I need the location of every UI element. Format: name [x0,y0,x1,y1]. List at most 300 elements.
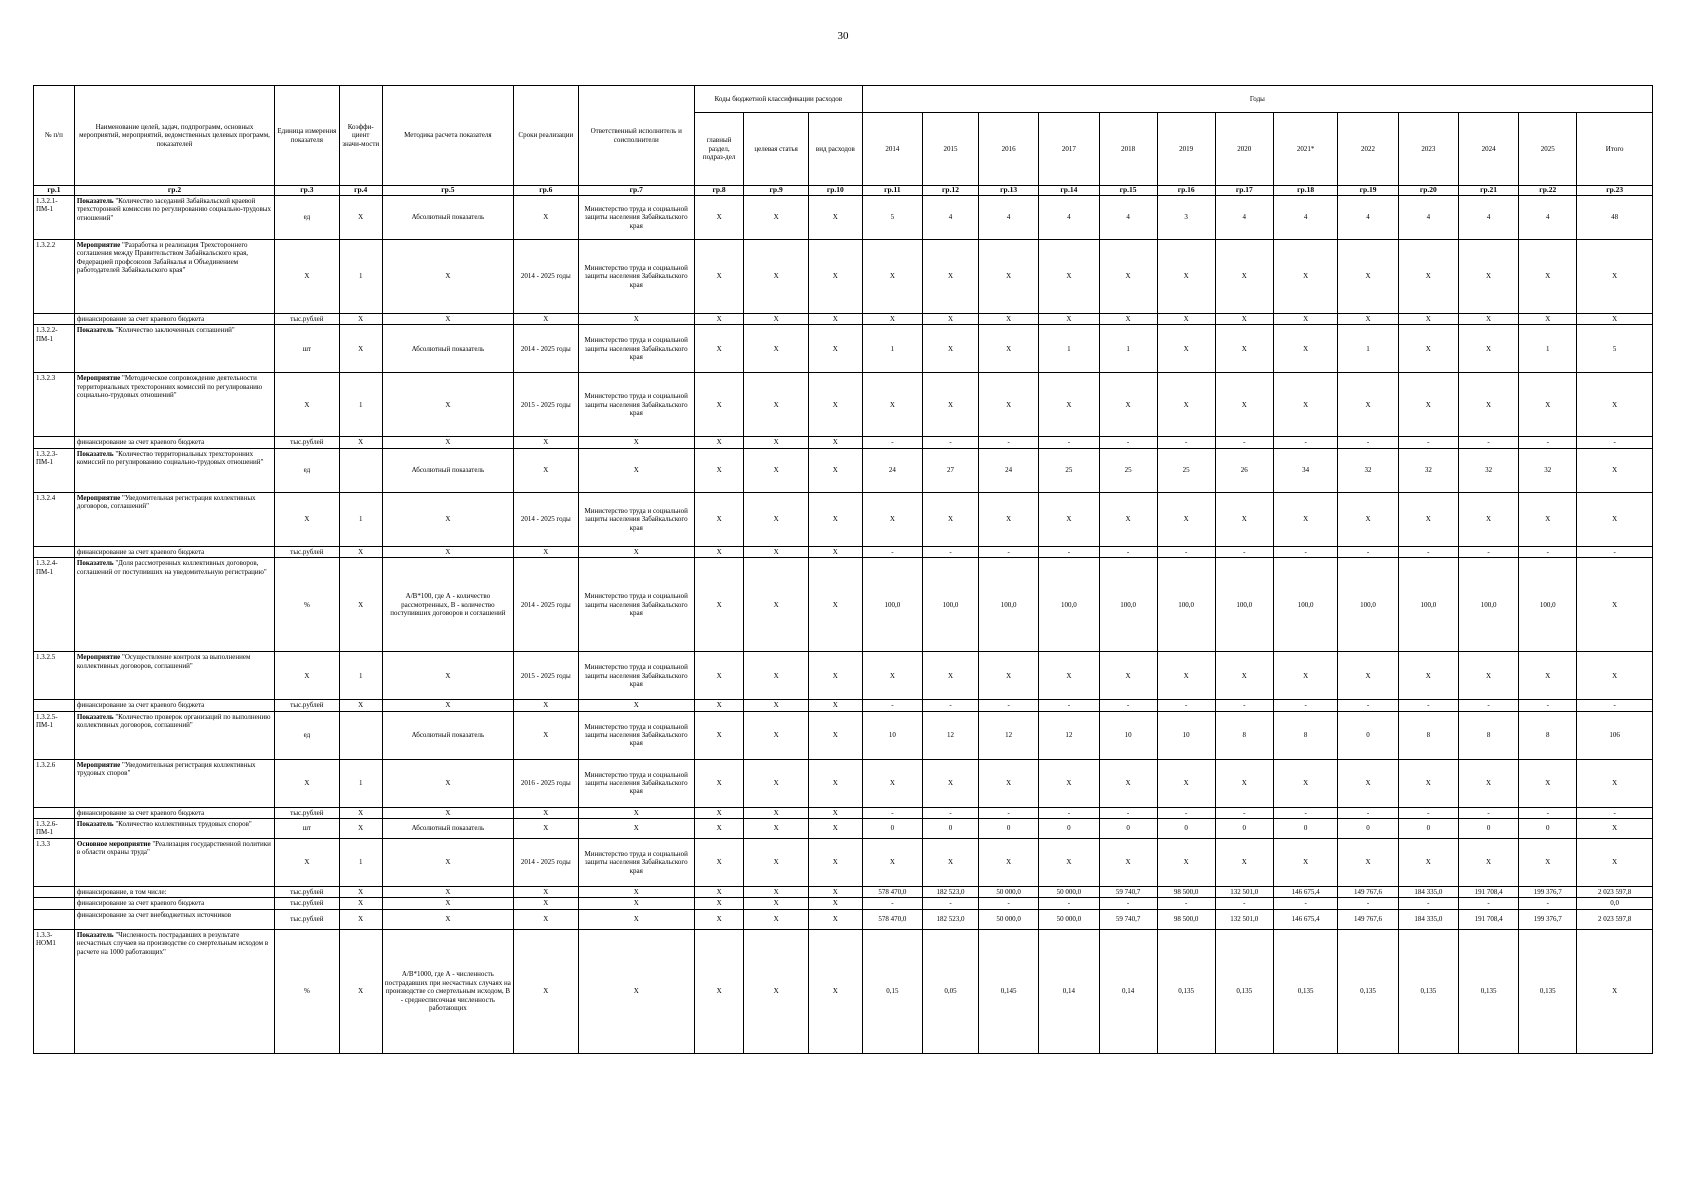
row-year-value: X [1338,240,1398,314]
row-executor: X [578,929,694,1053]
row-year-value: 34 [1273,448,1338,492]
row-budget-type: X [808,759,862,807]
row-year-value: - [978,437,1038,448]
row-number [34,898,75,909]
row-year-value: 10 [862,711,922,759]
row-year-value: X [1577,373,1653,437]
row-year-value: - [1157,807,1215,818]
row-name [74,240,274,314]
row-method: X [382,887,513,898]
row-year-value: 8 [1215,711,1273,759]
row-year-value: X [1273,492,1338,546]
row-name-keyword: Основное мероприятие [76,840,151,849]
group-label: гр.15 [1099,186,1157,196]
row-year-value: 0,135 [1519,929,1577,1053]
row-year-value: X [1519,652,1577,700]
group-label: гр.6 [514,186,579,196]
header-executor: Ответственный исполнитель и соисполнители [578,86,694,186]
row-year-value: - [1338,437,1398,448]
row-name-keyword: Мероприятие [76,653,121,662]
row-year-value: X [1273,373,1338,437]
row-year-value: X [1338,492,1398,546]
row-unit: тыс.рублей [275,909,340,929]
row-year-value: - [862,546,922,557]
row-name-text: "Осуществление контроля за выполнением коллективных договоров, соглашений" [76,653,251,670]
row-executor: X [578,448,694,492]
row-coef: 1 [339,652,382,700]
row-year-value: - [1215,546,1273,557]
row-year-value: X [1099,314,1157,325]
row-budget-type: X [808,839,862,887]
row-year-value: 0,135 [1273,929,1338,1053]
row-year-value: 0 [1039,819,1099,839]
row-coef: X [339,909,382,929]
row-year-value: X [1519,759,1577,807]
row-executor: Министерство труда и социальной защиты населения Забайкальского края [578,759,694,807]
row-year-value: X [1338,839,1398,887]
row-budget-type: X [808,807,862,818]
row-name-keyword: Показатель [76,326,114,335]
row-terms: 2015 - 2025 годы [514,652,579,700]
row-number: 1.3.2.2-ПМ-1 [34,325,75,373]
table-row [34,492,1653,546]
row-year-value: X [1273,759,1338,807]
row-year-value: X [923,314,979,325]
table-body [34,196,1653,1054]
row-budget-article: X [744,196,809,240]
row-year-value: 0,135 [1338,929,1398,1053]
row-year-value: 149 767,6 [1338,887,1398,898]
row-budget-type: X [808,546,862,557]
row-year-value: 25 [1099,448,1157,492]
row-unit: тыс.рублей [275,700,340,711]
row-year-value: X [862,759,922,807]
row-coef: X [339,898,382,909]
group-label: гр.1 [34,186,75,196]
row-year-value: 0,135 [1215,929,1273,1053]
row-year-value: - [862,898,922,909]
row-terms: 2014 - 2025 годы [514,492,579,546]
row-year-value: X [978,839,1038,887]
row-number: 1.3.2.5-ПМ-1 [34,711,75,759]
page-number: 30 [837,30,849,42]
row-coef: 1 [339,373,382,437]
row-year-value: X [1215,492,1273,546]
row-year-value: - [1099,700,1157,711]
row-name [74,711,274,759]
row-number: 1.3.3-НОМ1 [34,929,75,1053]
row-year-value: X [1338,373,1398,437]
row-year-value: 578 470,0 [862,887,922,898]
row-year-value: 100,0 [978,558,1038,652]
header-year: 2021* [1273,113,1338,186]
row-year-value: 24 [862,448,922,492]
row-year-value: X [1398,314,1458,325]
row-year-value: X [1099,839,1157,887]
row-year-value: - [1157,898,1215,909]
row-budget-section: X [694,196,744,240]
group-label: гр.20 [1398,186,1458,196]
row-unit: X [275,240,340,314]
row-year-value: X [862,314,922,325]
row-method: А/В*1000, где А - численность пострадавших при несчастных случаях на производстве со смертельным исходом, В - среднесписочная численность работающих [382,929,513,1053]
row-year-value: X [923,325,979,373]
row-coef: X [339,807,382,818]
row-number: 1.3.2.5 [34,652,75,700]
row-terms: 2015 - 2025 годы [514,373,579,437]
row-year-value: - [1215,807,1273,818]
row-year-value: X [1215,373,1273,437]
row-year-value: 0 [1338,711,1398,759]
row-year-value: X [1157,759,1215,807]
row-year-value: 8 [1398,711,1458,759]
row-year-value: 2 023 597,8 [1577,887,1653,898]
row-year-value: X [923,492,979,546]
row-year-value: 100,0 [1157,558,1215,652]
row-year-value: X [1577,448,1653,492]
row-year-value: 3 [1157,196,1215,240]
group-label: гр.2 [74,186,274,196]
group-label: гр.23 [1577,186,1653,196]
row-budget-article: X [744,700,809,711]
group-label: гр.18 [1273,186,1338,196]
row-unit: тыс.рублей [275,898,340,909]
row-year-value: X [1577,839,1653,887]
row-year-value: 12 [978,711,1038,759]
row-method: X [382,546,513,557]
header-coef: Коэффи-циент значи-мости [339,86,382,186]
row-year-value: - [978,546,1038,557]
table-row [34,887,1653,898]
row-terms: 2014 - 2025 годы [514,240,579,314]
row-year-value: 0 [862,819,922,839]
row-name [74,759,274,807]
row-unit: X [275,839,340,887]
row-year-value: 98 500,0 [1157,909,1215,929]
row-budget-section: X [694,839,744,887]
row-year-value: 184 335,0 [1398,887,1458,898]
group-label: гр.12 [923,186,979,196]
row-year-value: X [1398,839,1458,887]
row-year-value: X [1458,325,1518,373]
table-row [34,929,1653,1053]
row-budget-section: X [694,887,744,898]
row-year-value: 100,0 [923,558,979,652]
row-year-value: 50 000,0 [1039,909,1099,929]
row-year-value: X [1458,839,1518,887]
row-year-value: - [978,700,1038,711]
row-terms: 2016 - 2025 годы [514,759,579,807]
row-number: 1.3.2.3 [34,373,75,437]
row-budget-section: X [694,898,744,909]
row-name-keyword: Мероприятие [76,760,121,769]
row-name-text: "Количество коллективных трудовых споров" [113,820,252,829]
row-year-value: X [1099,492,1157,546]
row-year-value: 4 [1458,196,1518,240]
header-method: Методика расчета показателя [382,86,513,186]
row-budget-article: X [744,448,809,492]
row-year-value: 182 523,0 [923,887,979,898]
row-year-value: X [923,652,979,700]
row-name [74,492,274,546]
row-year-value: 146 675,4 [1273,887,1338,898]
row-executor: Министерство труда и социальной защиты населения Забайкальского края [578,492,694,546]
row-budget-section: X [694,437,744,448]
row-year-value: X [862,240,922,314]
row-year-value: X [1519,373,1577,437]
group-label: гр.22 [1519,186,1577,196]
header-budget-sub: целевая статья [744,113,809,186]
row-budget-type: X [808,558,862,652]
row-executor: X [578,807,694,818]
row-budget-article: X [744,929,809,1053]
row-year-value: 4 [978,196,1038,240]
group-label: гр.9 [744,186,809,196]
row-year-value: X [1215,325,1273,373]
row-year-value: 2 023 597,8 [1577,909,1653,929]
row-method: Абсолютный показатель [382,819,513,839]
group-labels-row [34,186,1653,196]
row-terms: X [514,819,579,839]
row-year-value: X [862,652,922,700]
row-year-value: 0 [923,819,979,839]
row-year-value: X [978,314,1038,325]
row-year-value: - [1519,546,1577,557]
group-label: гр.3 [275,186,340,196]
row-year-value: - [1338,898,1398,909]
row-year-value: - [1039,807,1099,818]
row-budget-article: X [744,759,809,807]
row-year-value: 0,14 [1099,929,1157,1053]
row-year-value: X [1458,314,1518,325]
group-label: гр.10 [808,186,862,196]
row-year-value: 50 000,0 [978,909,1038,929]
row-executor: Министерство труда и социальной защиты населения Забайкальского края [578,325,694,373]
row-executor: X [578,546,694,557]
row-year-value: 1 [1039,325,1099,373]
row-coef: X [339,196,382,240]
row-number: 1.3.3 [34,839,75,887]
row-name-text: "Численность пострадавших в результате несчастных случаев на производстве со смертельным исходом в расчете на 1000 работающих" [76,930,269,956]
row-coef: 1 [339,759,382,807]
row-executor: Министерство труда и социальной защиты населения Забайкальского края [578,196,694,240]
row-number [34,807,75,818]
row-name-text: "Методическое сопровождение деятельности территориальных трехсторонних комиссий по регулированию социально-трудовых отношений" [76,374,263,400]
row-year-value: 0,0 [1577,898,1653,909]
row-number [34,314,75,325]
row-year-value: - [1458,546,1518,557]
row-budget-type: X [808,819,862,839]
row-year-value: X [1157,492,1215,546]
row-year-value: X [1458,759,1518,807]
row-name-text: финансирование за счет краевого бюджета [76,899,205,908]
table-row [34,652,1653,700]
row-method: Абсолютный показатель [382,448,513,492]
row-year-value: - [923,437,979,448]
row-name-keyword: Показатель [76,712,114,721]
row-year-value: - [1519,807,1577,818]
row-year-value: - [1215,437,1273,448]
row-budget-type: X [808,196,862,240]
row-year-value: X [923,839,979,887]
row-year-value: 1 [1099,325,1157,373]
header-terms: Сроки реализации [514,86,579,186]
row-year-value: 27 [923,448,979,492]
row-executor: X [578,819,694,839]
header-year: 2022 [1338,113,1398,186]
row-year-value: X [1577,492,1653,546]
row-year-value: 199 376,7 [1519,909,1577,929]
row-budget-article: X [744,314,809,325]
row-year-value: 578 470,0 [862,909,922,929]
row-method: X [382,759,513,807]
row-name [74,325,274,373]
row-executor: X [578,887,694,898]
row-name-keyword: Мероприятие [76,374,121,383]
group-label: гр.16 [1157,186,1215,196]
row-year-value: X [1215,652,1273,700]
row-year-value: 191 708,4 [1458,887,1518,898]
row-year-value: - [978,898,1038,909]
row-year-value: - [1577,437,1653,448]
row-name-text: финансирование за счет краевого бюджета [76,547,205,556]
table-row [34,437,1653,448]
row-unit: X [275,373,340,437]
row-coef [339,448,382,492]
row-terms: X [514,909,579,929]
row-year-value: 100,0 [1273,558,1338,652]
row-year-value: X [1338,759,1398,807]
row-year-value: X [1458,240,1518,314]
row-year-value: 32 [1519,448,1577,492]
row-year-value: X [1273,240,1338,314]
row-year-value: X [1039,492,1099,546]
row-year-value: - [923,807,979,818]
row-year-value: 1 [1519,325,1577,373]
row-year-value: 4 [1398,196,1458,240]
row-year-value: X [1273,314,1338,325]
header-year: 2014 [862,113,922,186]
row-name-keyword: Показатель [76,820,114,829]
row-year-value: X [1338,314,1398,325]
row-name [74,546,274,557]
row-unit: шт [275,819,340,839]
row-year-value: X [1157,325,1215,373]
row-budget-type: X [808,448,862,492]
table-row [34,240,1653,314]
row-terms: X [514,898,579,909]
row-year-value: 191 708,4 [1458,909,1518,929]
row-name-text: "Реализация государственной политики в области охраны труда" [76,840,271,857]
row-coef: X [339,929,382,1053]
header-name: Наименование целей, задач, подпрограмм, основных мероприятий, мероприятий, ведомственных целевых программ, показателей [74,86,274,186]
row-year-value: 0 [1157,819,1215,839]
row-coef: 1 [339,839,382,887]
row-year-value: 146 675,4 [1273,909,1338,929]
row-year-value: 59 740,7 [1099,887,1157,898]
row-terms: X [514,929,579,1053]
row-method: Абсолютный показатель [382,711,513,759]
row-year-value: - [1215,700,1273,711]
row-coef [339,711,382,759]
row-number [34,546,75,557]
row-year-value: 0 [1215,819,1273,839]
row-budget-article: X [744,325,809,373]
row-name-text: "Количество заключенных соглашений" [113,326,235,335]
row-year-value: 100,0 [862,558,922,652]
row-year-value: 100,0 [1099,558,1157,652]
row-name-text: финансирование за счет краевого бюджета [76,701,205,710]
row-year-value: X [1577,759,1653,807]
row-year-value: 0 [1519,819,1577,839]
row-year-value: X [1577,652,1653,700]
header-budget-codes: Коды бюджетной классификации расходов [694,86,862,113]
header-year: 2017 [1039,113,1099,186]
row-year-value: - [862,437,922,448]
row-year-value: - [1099,807,1157,818]
row-name [74,819,274,839]
row-year-value: X [1099,240,1157,314]
row-year-value: 100,0 [1338,558,1398,652]
table-row [34,839,1653,887]
row-method: X [382,492,513,546]
row-year-value: 0,14 [1039,929,1099,1053]
header-years: Годы [862,86,1652,113]
row-year-value: X [862,492,922,546]
row-year-value: X [1398,240,1458,314]
row-year-value: 0,145 [978,929,1038,1053]
row-method: А/В*100, где А - количество рассмотренных, В - количество поступивших договоров и соглашений [382,558,513,652]
row-year-value: X [1039,839,1099,887]
row-year-value: - [1398,437,1458,448]
row-method: X [382,437,513,448]
row-year-value: X [1273,325,1338,373]
row-terms: 2014 - 2025 годы [514,839,579,887]
row-year-value: X [1458,373,1518,437]
row-year-value: 0 [1273,819,1338,839]
row-year-value: - [1273,807,1338,818]
row-name-keyword: Показатель [76,559,114,568]
row-budget-section: X [694,929,744,1053]
row-year-value: X [1458,492,1518,546]
row-budget-article: X [744,492,809,546]
row-year-value: - [1519,898,1577,909]
row-year-value: X [923,373,979,437]
row-year-value: - [1273,898,1338,909]
row-terms: X [514,700,579,711]
row-year-value: 0,135 [1157,929,1215,1053]
row-year-value: - [862,807,922,818]
row-method: X [382,839,513,887]
row-year-value: 0 [1099,819,1157,839]
row-coef: X [339,700,382,711]
row-name [74,887,274,898]
row-budget-type: X [808,898,862,909]
row-year-value: - [862,700,922,711]
row-unit: тыс.рублей [275,887,340,898]
row-year-value: - [978,807,1038,818]
row-year-value: X [1039,240,1099,314]
row-name-text: финансирование за счет краевого бюджета [76,315,205,323]
row-year-value: - [1157,437,1215,448]
row-year-value: 50 000,0 [978,887,1038,898]
row-number [34,909,75,929]
row-year-value: 4 [923,196,979,240]
row-budget-type: X [808,240,862,314]
row-budget-section: X [694,448,744,492]
row-unit: ед [275,448,340,492]
row-year-value: 8 [1273,711,1338,759]
